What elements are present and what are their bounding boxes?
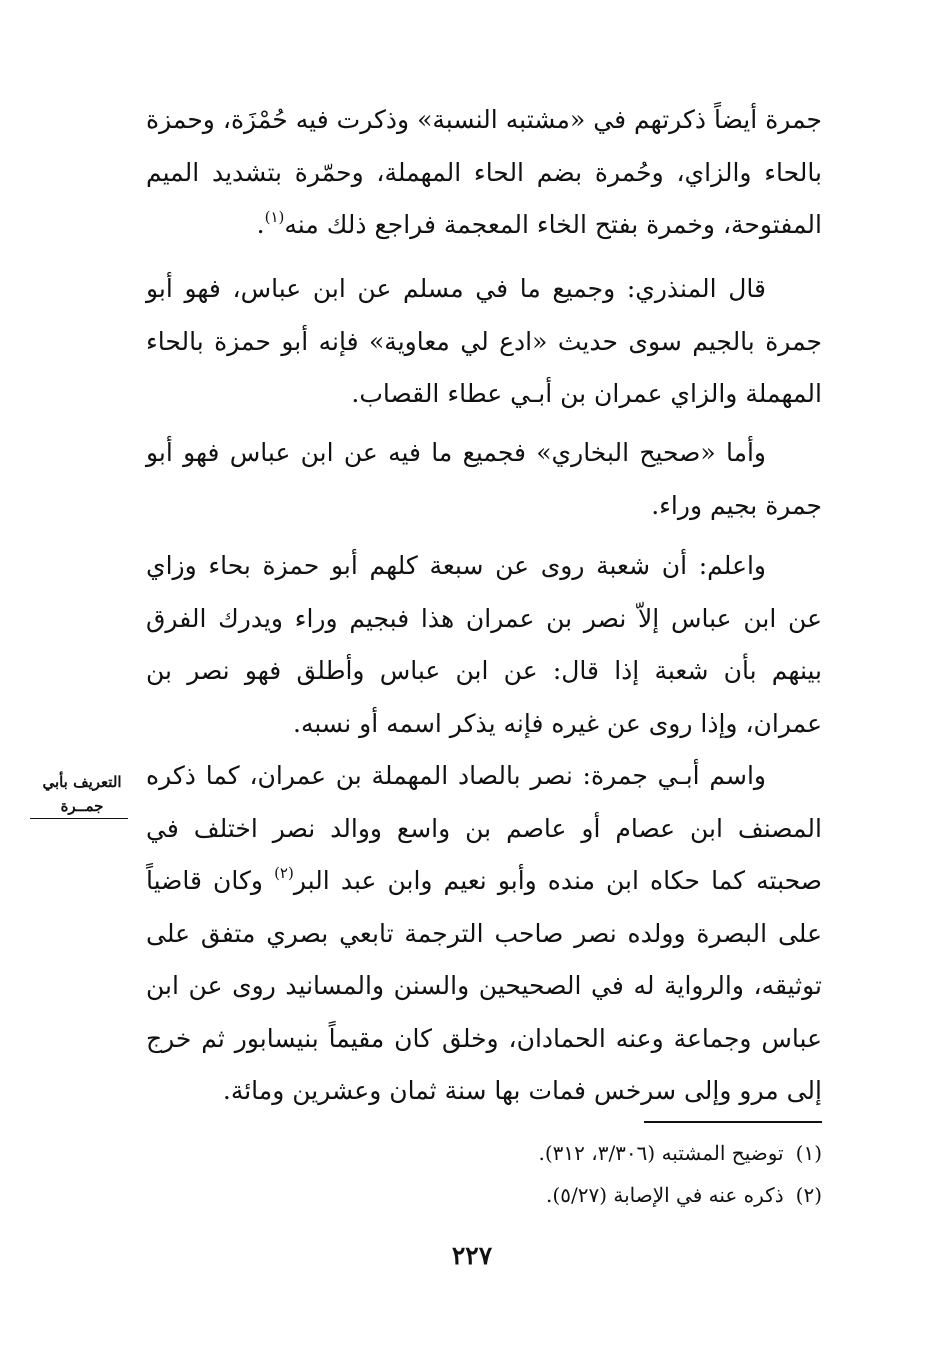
footnote-2 <box>146 1174 822 1216</box>
paragraph-1 <box>146 94 822 252</box>
footnote-ref-1: (١) <box>264 208 285 226</box>
margin-note <box>28 770 136 819</box>
paragraph-1-end: . <box>256 210 265 239</box>
margin-note-line-2: جمــرة <box>60 797 104 815</box>
paragraph-5 <box>146 750 822 1118</box>
margin-note-underline <box>30 818 128 819</box>
footnote-separator <box>644 1121 822 1123</box>
paragraph-3 <box>146 427 822 532</box>
paragraph-1-text: جمرة أيضاً ذكرتهم في «مشتبه النسبة» وذكرت فيه حُمْزَة، وحمزة بالحاء والزاي، وحُمرة بضم الحاء المهملة، وحمّرة بتشديد الميم المفتوحة، وخمرة بفتح الخاء المعجمة فراجع ذلك منه <box>146 105 822 239</box>
paragraph-5-part-b: وكان قاضياً على البصرة وولده نصر صاحب الترجمة تابعي بصري متفق على توثيقه، والرواية له في الصحيحين والسنن والمسانيد روى عن ابن عباس وجماعة وعنه الحمادان، وخلق كان مقيماً بنيسابور ثم خرج إلى مرو وإلى سرخس فمات بها سنة ثمان وعشرين ومائة. <box>146 866 822 1105</box>
paragraph-3-text: وأما «صحيح البخاري» فجميع ما فيه عن ابن عباس فهو أبو جمرة بجيم وراء. <box>146 438 822 520</box>
paragraph-text <box>146 94 822 252</box>
footnotes <box>146 1132 822 1216</box>
paragraph-5-text <box>146 750 822 1118</box>
paragraph-5-part-a: واسم أبـي جمرة: نصر بالصاد المهملة بن عمران، كما ذكره المصنف ابن عصام أو عاصم بن واسع ووالد نصر اختلف في صحبته كما حكاه ابن منده وأبو نعيم وابن عبد البر <box>146 761 822 895</box>
paragraph-4-text: واعلم: أن شعبة روى عن سبعة كلهم أبو حمزة بحاء وزاي عن ابن عباس إلاّ نصر بن عمران هذا فبجيم وراء ويدرك الفرق بينهم بأن شعبة إذا قال: عن ابن عباس وأطلق فهو نصر بن عمران، وإذا روى عن غيره فإنه يذكر اسمه أو نسبه. <box>146 551 822 738</box>
paragraph-2-text: قال المنذري: وجميع ما في مسلم عن ابن عباس، فهو أبو جمرة بالجيم سوى حديث «ادع لي معاوية» فإنه أبو حمزة بالحاء المهملة والزاي عمران بن أبـي عطاء القصاب. <box>146 274 822 408</box>
footnote-2-text: ذكره عنه في الإصابة (٥/٢٧). <box>546 1183 784 1207</box>
footnote-1-number: (١) <box>795 1141 822 1165</box>
paragraph-4 <box>146 540 822 750</box>
footnote-2-number: (٢) <box>795 1183 822 1207</box>
footnote-ref-2: (٢) <box>274 864 294 882</box>
paragraph-2 <box>146 263 822 421</box>
footnote-1-text: توضيح المشتبه (٣/٣٠٦، ٣١٢). <box>538 1141 784 1165</box>
margin-note-line-1: التعريف بأبي <box>42 773 122 791</box>
footnote-1 <box>146 1132 822 1174</box>
page-number: ٢٢٧ <box>451 1241 493 1270</box>
